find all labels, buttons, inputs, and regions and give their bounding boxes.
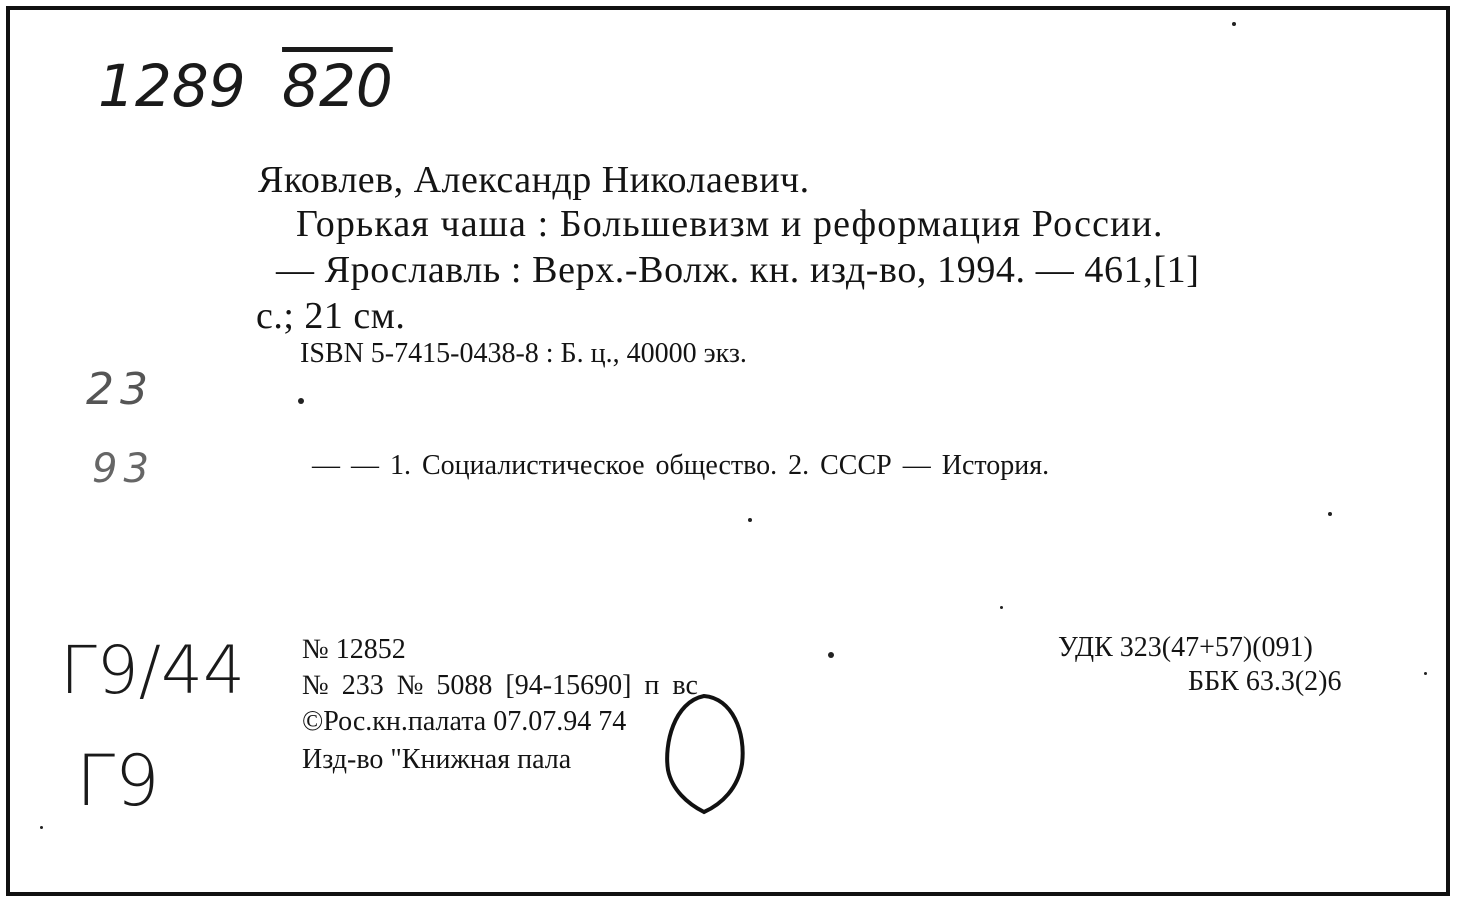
order-numbers: № 233 № 5088 [94-15690] п вс: [302, 670, 698, 701]
speck: [1232, 22, 1236, 26]
speck: [298, 398, 304, 404]
shelf-mark-number: 1289: [98, 52, 246, 120]
card-number: № 12852: [302, 634, 406, 665]
isbn-line: ISBN 5-7415-0438-8 : Б. ц., 40000 экз.: [300, 338, 747, 369]
shelf-mark: [98, 52, 393, 120]
speck: [828, 652, 834, 658]
shelf-mark-overlined: 820: [282, 52, 393, 120]
udk-code: УДК 323(47+57)(091): [1058, 632, 1313, 663]
margin-code: Г9/44: [60, 632, 245, 709]
speck: [1000, 606, 1003, 609]
speck: [748, 518, 752, 522]
margin-code-2: Г9: [76, 740, 160, 822]
speck: [40, 826, 43, 829]
speck: [1424, 672, 1427, 675]
library-stamp: [662, 692, 746, 816]
margin-note-top: 23: [86, 364, 154, 415]
physical-description: с.; 21 см.: [256, 295, 406, 337]
copyright-line: ©Рос.кн.палата 07.07.94 74: [302, 706, 627, 737]
publisher-line: Изд-во "Книжная пала: [302, 744, 572, 775]
margin-note-mid: 93: [92, 446, 155, 492]
bbk-code: ББК 63.3(2)6: [1188, 666, 1342, 697]
speck: [1328, 512, 1332, 516]
author-heading: Яковлев, Александр Николаевич.: [258, 159, 810, 201]
subject-headings: — — 1. Социалистическое общество. 2. СССР — История.: [312, 450, 1050, 481]
title-statement: Горькая чаша : Большевизм и реформация России.: [296, 203, 1164, 245]
publication-statement: — Ярославль : Верх.-Волж. кн. изд-во, 1994. — 461,[1]: [276, 249, 1200, 291]
